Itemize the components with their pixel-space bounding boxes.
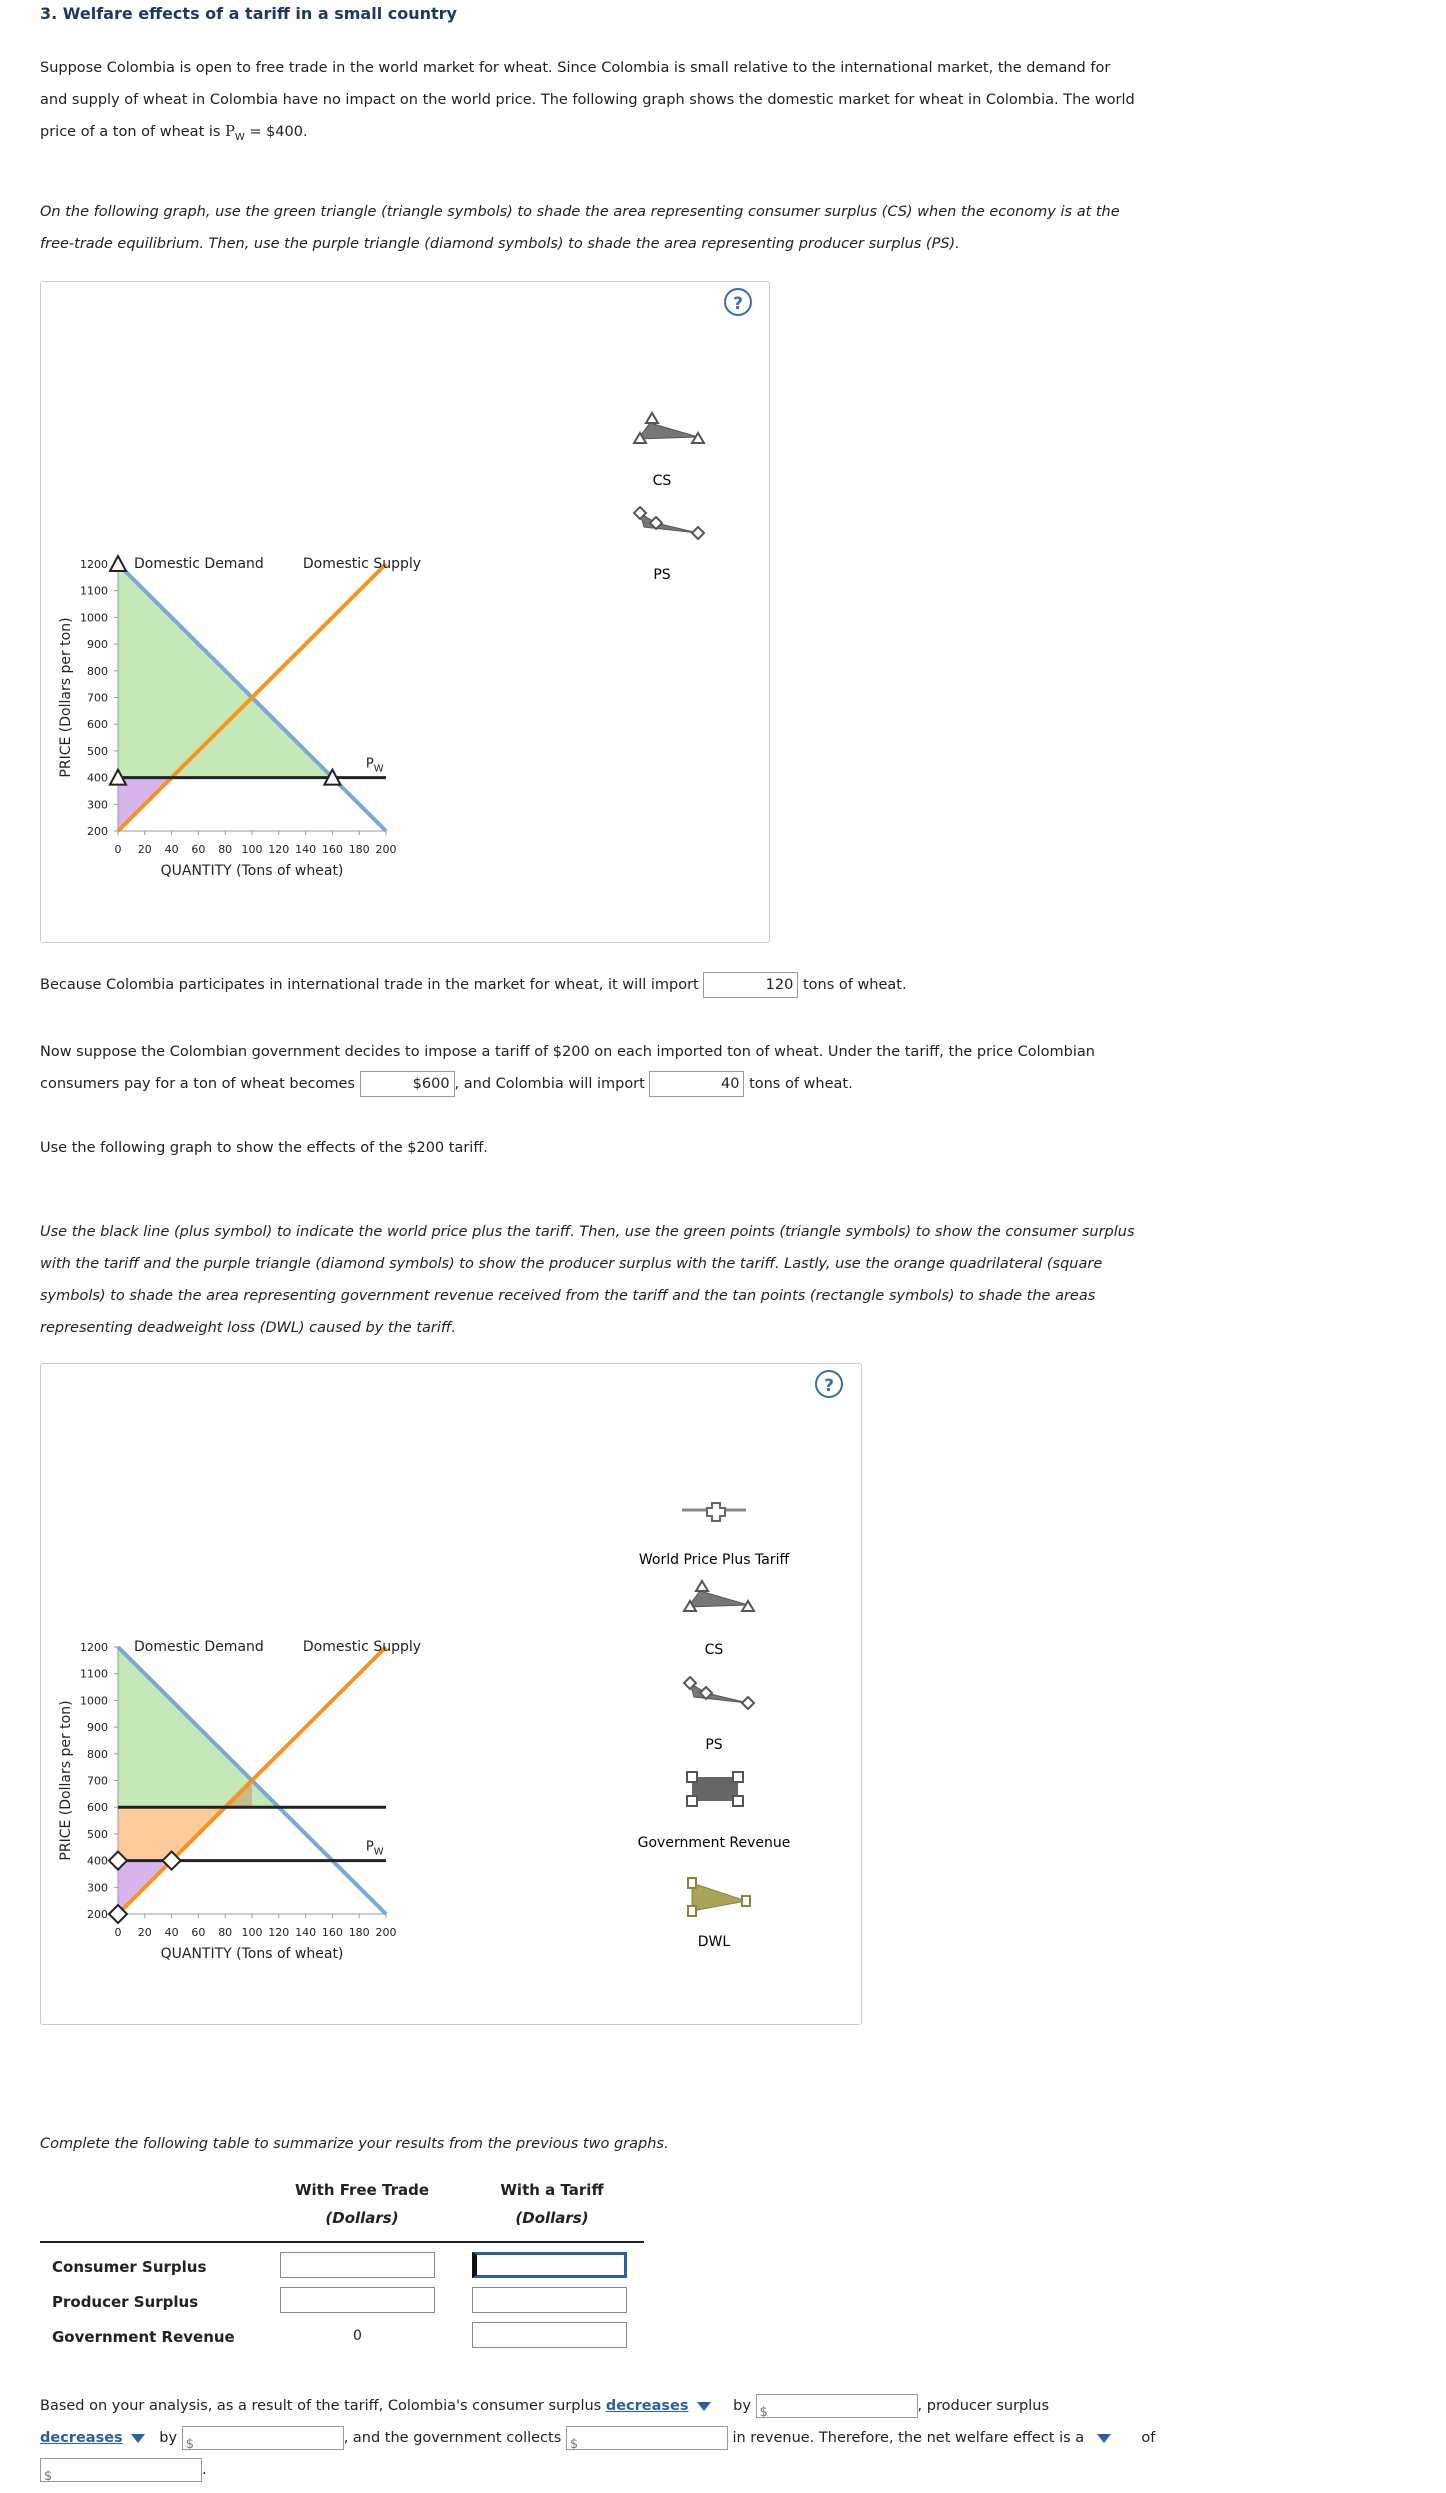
y-tick-label: 600 <box>87 1801 108 1815</box>
instruction-graph2-line2: with the tariff and the purple triangle (diamond symbols) to show the producer surplus with the tariff. Lastly, use the orange quadrilateral (square <box>40 1256 1103 1272</box>
graph2-svg[interactable] <box>40 1363 860 2023</box>
legend-wpt-tool[interactable] <box>682 1501 746 1521</box>
y-tick-label: 300 <box>87 1881 108 1895</box>
x-tick-label: 60 <box>191 843 206 856</box>
summary-paragraph <box>40 2390 1400 2486</box>
legend-cs-label: CS <box>704 1642 724 1658</box>
x-tick-label: 120 <box>268 843 290 856</box>
net-welfare-input[interactable]: $ <box>40 2458 202 2482</box>
instruction-graph1-line1: On the following graph, use the green triangle (triangle symbols) to shade the area representing consumer surplus (CS) when the economy is at the <box>40 204 1120 220</box>
gov-revenue-input[interactable]: $ <box>566 2426 728 2450</box>
x-tick-label: 120 <box>268 1926 290 1939</box>
cs-vertex-handle[interactable] <box>110 556 126 571</box>
y-tick-label: 1000 <box>80 1694 108 1708</box>
supply-label: Domestic Supply <box>302 1639 422 1655</box>
plus-icon <box>707 1501 725 1521</box>
legend-wpt-label: World Price Plus Tariff <box>638 1552 790 1568</box>
cs-change-input[interactable]: $ <box>756 2394 918 2418</box>
ps-free-trade-input[interactable] <box>280 2287 435 2313</box>
ps-direction-dropdown[interactable]: decreases <box>40 2430 145 2446</box>
q1-text: Because Colombia participates in international trade in the market for wheat, it will import <box>40 977 699 993</box>
y-tick-label: 1200 <box>80 1641 108 1654</box>
y-tick-label: 1100 <box>80 1667 108 1681</box>
summary-line-2: decreases by $ , and the government collects $ in revenue. Therefore, the net welfare effect is a of <box>40 2422 1400 2454</box>
cs-free-trade-input[interactable] <box>280 2252 435 2278</box>
legend-ps-label: PS <box>705 1737 723 1753</box>
legend-gov-tool[interactable] <box>687 1772 743 1806</box>
tariff-price-answer[interactable]: $600 <box>360 1071 455 1097</box>
demand-label: Domestic Demand <box>134 556 264 572</box>
intro-line-1: Suppose Colombia is open to free trade in the world market for wheat. Since Colombia is small relative to the international market, the demand for <box>40 60 1111 76</box>
supply-label: Domestic Supply <box>302 556 422 572</box>
legend-cs-tool[interactable] <box>634 413 704 443</box>
table-intro: Complete the following table to summarize your results from the previous two graphs. <box>40 2136 669 2152</box>
pw-label: $P_W$ <box>365 1839 384 1858</box>
chevron-down-icon <box>131 2434 145 2443</box>
chevron-down-icon <box>697 2402 711 2411</box>
q2-line1: Now suppose the Colombian government decides to impose a tariff of $200 on each imported ton of wheat. Under the tariff, the price Colombian <box>40 1044 1095 1060</box>
y-tick-label: 400 <box>87 1854 108 1868</box>
legend-dwl-label: DWL <box>697 1934 731 1950</box>
y-tick-label: 700 <box>87 1774 108 1788</box>
y-tick-label: 1200 <box>80 558 108 571</box>
instruction-graph2-line3: symbols) to shade the area representing government revenue received from the tariff and the tan points (rectangle symbols) to shade the areas <box>40 1288 1096 1304</box>
q1-text-post: tons of wheat. <box>802 977 907 993</box>
gov-rev-free-trade-value: 0 <box>353 2328 362 2344</box>
x-tick-label: 0 <box>114 843 122 856</box>
x-tick-label: 60 <box>191 1926 206 1939</box>
y-tick-label: 600 <box>87 718 108 732</box>
legend-cs-label: CS <box>652 473 672 489</box>
legend-dwl-tool[interactable] <box>688 1878 750 1916</box>
demand-label: Domestic Demand <box>134 1639 264 1655</box>
instruction-graph2-line4: representing deadweight loss (DWL) caused by the tariff. <box>40 1320 456 1336</box>
summary-line-3: $ . <box>40 2454 1400 2486</box>
intro-line-2: and supply of wheat in Colombia have no impact on the world price. The following graph shows the domestic market for wheat in Colombia. The world <box>40 92 1135 108</box>
instruction-graph2-line1: Use the black line (plus symbol) to indicate the world price plus the tariff. Then, use the green points (triangle symbols) to show the consumer surplus <box>40 1224 1135 1240</box>
x-tick-label: 160 <box>321 843 343 856</box>
x-tick-label: 20 <box>137 1926 152 1939</box>
x-tick-label: 40 <box>164 1926 179 1939</box>
x-tick-label: 140 <box>295 843 317 856</box>
summary-line-1: Based on your analysis, as a result of the tariff, Colombia's consumer surplus decreases by $ , producer surplus <box>40 2390 1400 2422</box>
net-welfare-dropdown[interactable] <box>1089 2422 1129 2454</box>
x-tick-label: 80 <box>218 843 233 856</box>
gov-rev-tariff-input[interactable] <box>472 2322 627 2348</box>
use-graph-instruction: Use the following graph to show the effects of the $200 tariff. <box>40 1140 488 1156</box>
row-label-government-revenue: Government Revenue <box>52 2328 235 2346</box>
legend-ps-tool[interactable] <box>634 507 704 539</box>
table-header-rule <box>40 2241 644 2243</box>
row-label-consumer-surplus: Consumer Surplus <box>52 2258 207 2276</box>
x-tick-label: 180 <box>348 1926 370 1939</box>
y-tick-label: 300 <box>87 798 108 812</box>
x-tick-label: 0 <box>114 1926 122 1939</box>
q2-tariff-paragraph <box>40 1036 1280 1100</box>
instruction-graph2 <box>40 1216 1280 1344</box>
col-header-tariff: With a Tariff (Dollars) <box>500 2181 604 2227</box>
import-answer-tariff[interactable]: 40 <box>649 1071 744 1097</box>
legend-ps-label: PS <box>653 567 671 583</box>
y-axis-label: PRICE (Dollars per ton) <box>58 617 74 778</box>
x-tick-label: 160 <box>321 1926 343 1939</box>
ps-tariff-input[interactable] <box>472 2287 627 2313</box>
x-tick-label: 100 <box>241 1926 263 1939</box>
instruction-graph1-line2: free-trade equilibrium. Then, use the purple triangle (diamond symbols) to shade the area representing producer surplus (PS). <box>40 236 960 252</box>
y-tick-label: 1100 <box>80 584 108 598</box>
help-button-graph2[interactable]: ? <box>815 1370 843 1398</box>
pw-label: $P_W$ <box>365 756 384 775</box>
x-tick-label: 100 <box>241 843 263 856</box>
legend-gov-label: Government Revenue <box>637 1835 791 1851</box>
legend-cs-tool[interactable] <box>684 1581 754 1611</box>
row-label-producer-surplus: Producer Surplus <box>52 2293 199 2311</box>
ps-change-input[interactable]: $ <box>182 2426 344 2450</box>
y-tick-label: 1000 <box>80 611 108 625</box>
x-tick-label: 200 <box>375 1926 397 1939</box>
help-button-graph1[interactable]: ? <box>724 288 752 316</box>
y-tick-label: 700 <box>87 691 108 705</box>
y-axis-label: PRICE (Dollars per ton) <box>58 1700 74 1861</box>
section-title: 3. Welfare effects of a tariff in a small country <box>40 4 457 23</box>
legend-ps-tool[interactable] <box>684 1677 754 1709</box>
cs-direction-dropdown[interactable]: decreases <box>606 2398 711 2414</box>
y-tick-label: 400 <box>87 771 108 785</box>
q1-import-sentence <box>40 972 907 998</box>
x-tick-label: 200 <box>375 843 397 856</box>
instruction-graph1 <box>40 196 1280 260</box>
cs-tariff-input[interactable] <box>472 2252 627 2278</box>
y-tick-label: 500 <box>87 1827 108 1841</box>
intro-paragraph <box>40 52 1280 154</box>
chevron-down-icon <box>1097 2434 1111 2443</box>
y-tick-label: 800 <box>87 664 108 678</box>
x-tick-label: 180 <box>348 843 370 856</box>
x-axis-label: QUANTITY (Tons of wheat) <box>160 863 344 879</box>
x-tick-label: 40 <box>164 843 179 856</box>
y-tick-label: 200 <box>87 825 108 838</box>
x-tick-label: 80 <box>218 1926 233 1939</box>
col-header-free-trade: With Free Trade (Dollars) <box>294 2181 430 2227</box>
import-answer-free-trade[interactable]: 120 <box>703 972 798 998</box>
x-tick-label: 20 <box>137 843 152 856</box>
q2-line2: consumers pay for a ton of wheat becomes $600 , and Colombia will import 40 tons of wheat. <box>40 1068 1280 1100</box>
y-tick-label: 500 <box>87 744 108 758</box>
y-tick-label: 200 <box>87 1908 108 1921</box>
x-axis-label: QUANTITY (Tons of wheat) <box>160 1946 344 1962</box>
x-tick-label: 140 <box>295 1926 317 1939</box>
y-tick-label: 900 <box>87 1721 108 1735</box>
intro-line-3: price of a ton of wheat is $P_W$ = $400. <box>40 124 308 143</box>
y-tick-label: 800 <box>87 1747 108 1761</box>
y-tick-label: 900 <box>87 638 108 652</box>
graph1-svg[interactable] <box>40 281 768 941</box>
